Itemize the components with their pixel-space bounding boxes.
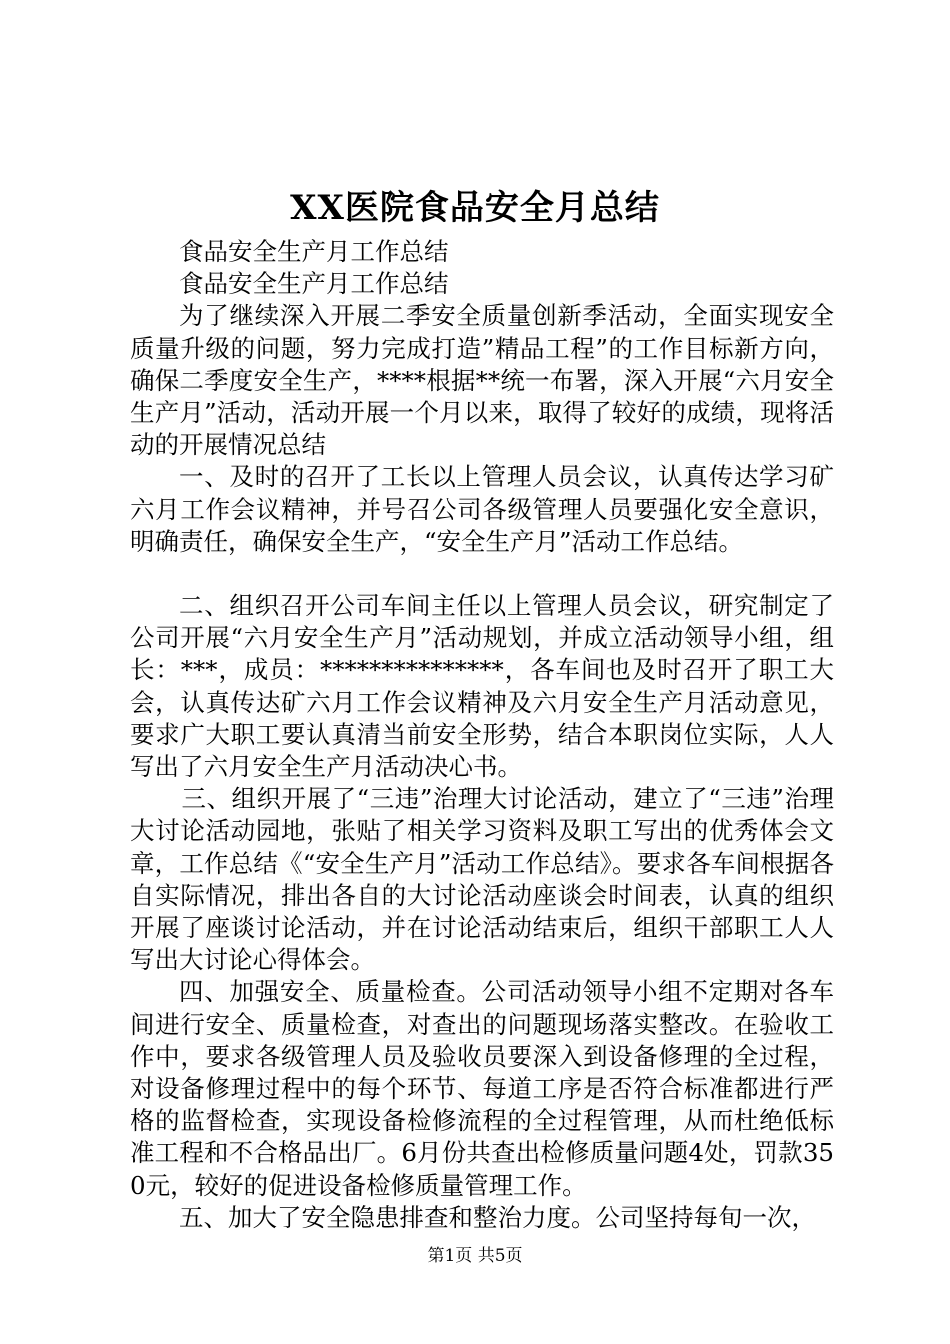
body-paragraph-section-3: 三、组织开展了“三违”治理大讨论活动，建立了“三违”治理大讨论活动园地，张贴了相关学习资料及职工写出的优秀体会文章，工作总结《“安全生产月”活动工作总结》。要求各车间根据各自实际情况，排出各自的大讨论活动座谈会时间表，认真的组织开展了座谈讨论活动，并在讨论活动结束后，组织干部职工人人写出大讨论心得体会。	[130, 784, 834, 975]
body-paragraph-section-4: 四、加强安全、质量检查。公司活动领导小组不定期对各车间进行安全、质量检查，对查出的问题现场落实整改。在验收工作中，要求各级管理人员及验收员要深入到设备修理的全过程，对设备修理过程中的每个环节、每道工序是否符合标准都进行严格的监督检查，实现设备检修流程的全过程管理，从而杜绝低标准工程和不合格品出厂。6月份共查出检修质量问题4处，罚款350元，较好的促进设备检修质量管理工作。	[130, 977, 834, 1200]
paragraph-spacer	[130, 558, 834, 590]
page-footer: 第1页 共5页	[427, 1246, 523, 1266]
body-paragraph-section-2: 二、组织召开公司车间主任以上管理人员会议，研究制定了公司开展“六月安全生产月”活动规划，并成立活动领导小组，组长：***，成员：***************，各车间也及时召开了职工大会，认真传达矿六月工作会议精神及六月安全生产月活动意见，要求广大职工要认真清当前安全形势，结合本职岗位实际，人人写出了六月安全生产月活动决心书。	[130, 591, 834, 782]
body-paragraph-section-5: 五、加大了安全隐患排查和整治力度。公司坚持每旬一次，	[179, 1202, 816, 1232]
subtitle-line: 食品安全生产月工作总结	[179, 237, 449, 266]
document-body	[130, 236, 834, 1234]
body-paragraph-intro: 为了继续深入开展二季安全质量创新季活动，全面实现安全质量升级的问题，努力完成打造”精品工程”的工作目标新方向，确保二季度安全生产，****根据**统一布署，深入开展“六月安全生产月”活动，活动开展一个月以来，取得了较好的成绩，现将活动的开展情况总结	[130, 301, 834, 460]
document-title: XX医院食品安全月总结	[290, 188, 660, 228]
body-paragraph-section-1: 一、及时的召开了工长以上管理人员会议，认真传达学习矿六月工作会议精神，并号召公司各级管理人员要强化安全意识，明确责任，确保安全生产，“安全生产月”活动工作总结。	[130, 462, 834, 556]
subtitle-line: 食品安全生产月工作总结	[179, 269, 449, 299]
